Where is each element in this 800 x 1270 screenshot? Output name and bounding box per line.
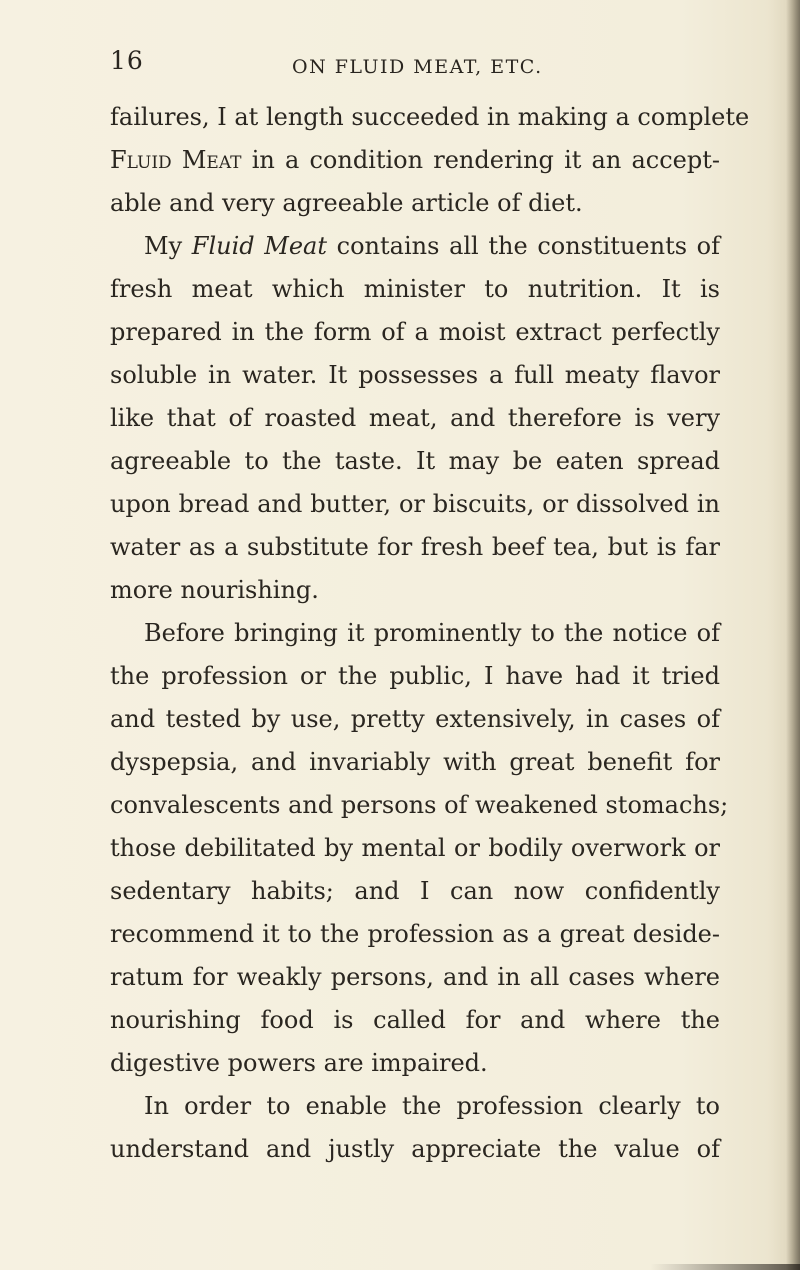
page-edge-shadow <box>786 0 800 1270</box>
text-line: In order to enable the profession clearly to <box>144 1092 720 1120</box>
text-fragment: contains all the constituents of <box>327 232 721 260</box>
page-bottom-shadow <box>650 1264 800 1270</box>
small-caps-term: Fluid Meat <box>110 146 242 174</box>
italic-term: Fluid Meat <box>191 232 328 260</box>
text-line: recommend it to the profession as a great deside- <box>110 920 720 948</box>
page-number: 16 <box>110 46 144 75</box>
text-line: and tested by use, pretty extensively, in cases of <box>110 705 720 733</box>
text-line <box>110 225 720 268</box>
text-line: able and very agreeable article of diet. <box>110 189 583 217</box>
text-fragment: My <box>144 232 192 260</box>
text-line: soluble in water. It possesses a full meaty flavor <box>110 361 720 389</box>
text-line: fresh meat which minister to nutrition. It is <box>110 275 720 303</box>
text-fragment: in a condition rendering it an accept- <box>241 146 720 174</box>
text-line: convalescents and persons of weakened stomachs; <box>110 791 729 819</box>
running-head: ON FLUID MEAT, ETC. <box>292 56 543 78</box>
text-line: prepared in the form of a moist extract perfectly <box>110 318 720 346</box>
text-line: Before bringing it prominently to the notice of <box>144 619 720 647</box>
text-line: upon bread and butter, or biscuits, or dissolved in <box>110 490 720 518</box>
text-line: dyspepsia, and invariably with great benefit for <box>110 748 720 776</box>
text-line: ratum for weakly persons, and in all cases where <box>110 963 720 991</box>
text-line: failures, I at length succeeded in making a complete <box>110 103 750 131</box>
body-text <box>110 96 750 1171</box>
text-line: digestive powers are impaired. <box>110 1049 488 1077</box>
text-line: the profession or the public, I have had it tried <box>110 662 720 690</box>
text-line: more nourishing. <box>110 576 319 604</box>
text-line: water as a substitute for fresh beef tea, but is far <box>110 533 720 561</box>
text-line: understand and justly appreciate the value of <box>110 1135 720 1163</box>
text-line: those debilitated by mental or bodily overwork or <box>110 834 720 862</box>
text-line: sedentary habits; and I can now confidently <box>110 877 720 905</box>
page-header <box>110 46 720 82</box>
text-line <box>110 139 720 182</box>
text-line: nourishing food is called for and where the <box>110 1006 720 1034</box>
text-line: like that of roasted meat, and therefore is very <box>110 404 720 432</box>
text-line: agreeable to the taste. It may be eaten spread <box>110 447 720 475</box>
